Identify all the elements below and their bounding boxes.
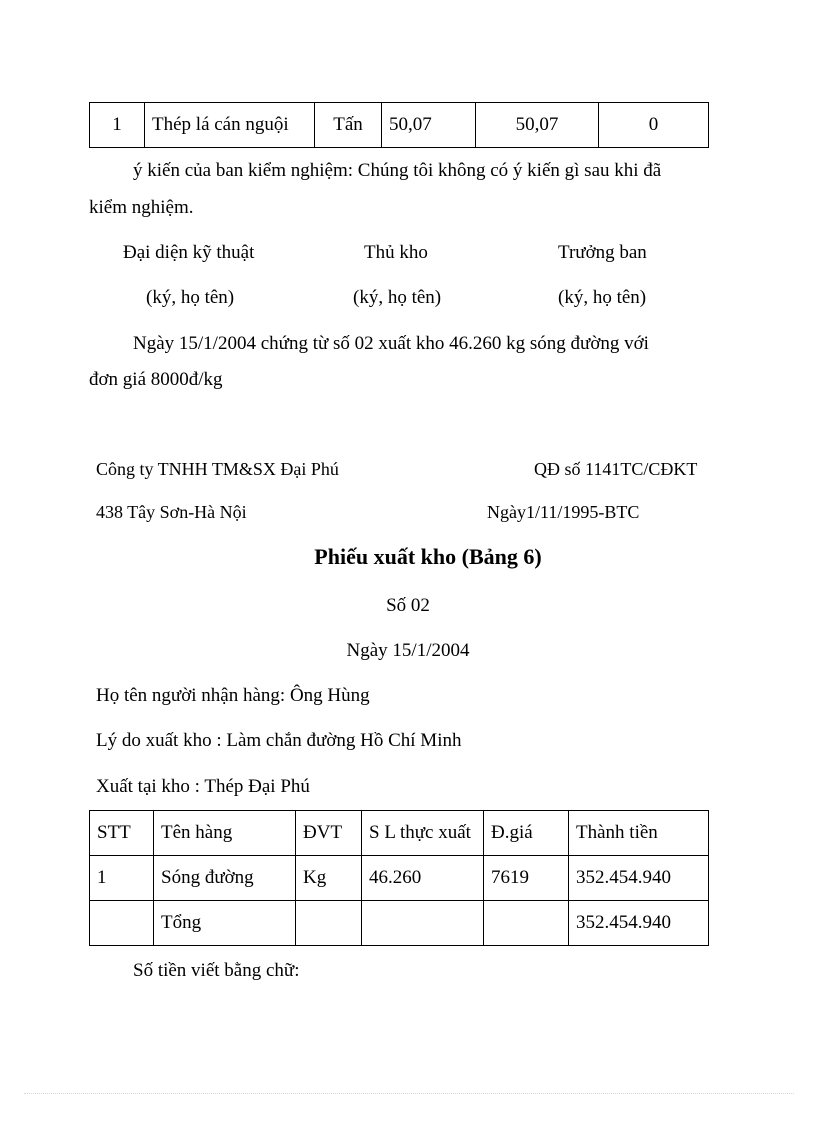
recipient-field: Họ tên người nhận hàng: Ông Hùng xyxy=(96,685,370,706)
opinion-line-2: kiểm nghiệm. xyxy=(89,197,194,218)
document-date: Ngày 15/1/2004 xyxy=(346,640,470,661)
signature-sign-storekeeper: (ký, họ tên) xyxy=(353,287,442,308)
header-amount: Thành tiền xyxy=(569,811,709,856)
cell-total-amount: 352.454.940 xyxy=(569,901,709,946)
amount-in-words-label: Số tiền viết bằng chữ: xyxy=(133,960,300,981)
cell-qty-actual: 50,07 xyxy=(476,103,599,148)
signature-sign-head: (ký, họ tên) xyxy=(558,287,647,308)
cell-qty-doc: 50,07 xyxy=(382,103,476,148)
signature-sign-technical: (ký, họ tên) xyxy=(146,287,235,308)
voucher-note-line-2: đơn giá 8000đ/kg xyxy=(89,369,223,390)
cell-unit-price xyxy=(484,901,569,946)
company-address: 438 Tây Sơn-Hà Nội xyxy=(96,502,247,522)
table-header-row xyxy=(90,811,709,856)
signature-role-technical: Đại diện kỹ thuật xyxy=(123,242,255,263)
table-row xyxy=(90,103,709,148)
company-name: Công ty TNHH TM&SX Đại Phú xyxy=(96,459,339,479)
opinion-line-1: ý kiến của ban kiểm nghiệm: Chúng tôi không có ý kiến gì sau khi đã xyxy=(133,160,662,181)
reason-field: Lý do xuất kho : Làm chắn đường Hồ Chí Minh xyxy=(96,730,462,751)
cell-stt: 1 xyxy=(90,103,145,148)
table-row xyxy=(90,856,709,901)
header-stt: STT xyxy=(90,811,154,856)
signature-role-head: Trưởng ban xyxy=(558,242,647,263)
cell-unit: Tấn xyxy=(315,103,382,148)
cell-unit xyxy=(296,901,362,946)
table-total-row xyxy=(90,901,709,946)
warehouse-field: Xuất tại kho : Thép Đại Phú xyxy=(96,776,310,797)
signature-role-storekeeper: Thủ kho xyxy=(364,242,428,263)
cell-amount: 352.454.940 xyxy=(569,856,709,901)
voucher-note-line-1: Ngày 15/1/2004 chứng từ số 02 xuất kho 46.260 kg sóng đường với xyxy=(133,333,649,354)
cell-total-label: Tổng xyxy=(154,901,296,946)
cell-unit-price: 7619 xyxy=(484,856,569,901)
page-title: Phiếu xuất kho (Bảng 6) xyxy=(314,544,542,569)
header-item-name: Tên hàng xyxy=(154,811,296,856)
cell-quantity: 46.260 xyxy=(362,856,484,901)
cell-item-name: Sóng đường xyxy=(154,856,296,901)
cell-quantity xyxy=(362,901,484,946)
cell-stt xyxy=(90,901,154,946)
cell-stt: 1 xyxy=(90,856,154,901)
header-unit-price: Đ.giá xyxy=(484,811,569,856)
cell-diff: 0 xyxy=(599,103,709,148)
issue-table xyxy=(89,810,709,946)
header-quantity: S L thực xuất xyxy=(362,811,484,856)
decision-number: QĐ số 1141TC/CĐKT xyxy=(534,459,698,479)
material-table xyxy=(89,102,709,148)
decision-date: Ngày1/11/1995-BTC xyxy=(487,502,640,522)
header-unit: ĐVT xyxy=(296,811,362,856)
document-number: Số 02 xyxy=(386,595,430,616)
page-bottom-divider xyxy=(24,1093,794,1094)
cell-unit: Kg xyxy=(296,856,362,901)
cell-name: Thép lá cán nguội xyxy=(145,103,315,148)
